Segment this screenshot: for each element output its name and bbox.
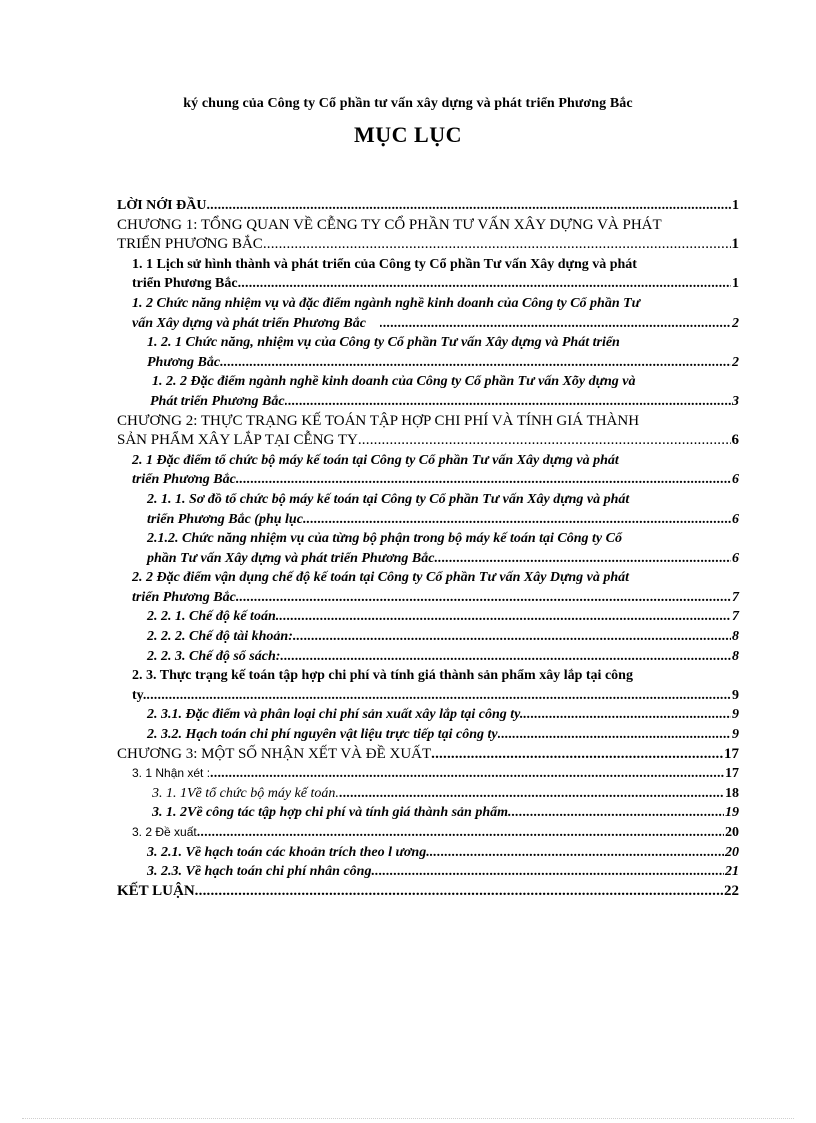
dot-leader — [210, 764, 724, 784]
toc-page-number: 9 — [732, 707, 739, 723]
spacer — [366, 314, 380, 334]
toc-page-number: 21 — [725, 864, 739, 880]
toc-entry-text: 2. 2. 2. Chế độ tài khoản: — [147, 629, 293, 645]
dot-leader — [220, 353, 731, 373]
table-of-contents — [117, 196, 739, 901]
toc-page-number: 6 — [732, 472, 739, 488]
toc-page-number: 1 — [732, 276, 739, 292]
dot-leader — [303, 510, 731, 530]
toc-entry-text: ty. — [132, 687, 147, 703]
toc-entry-2-3-1[interactable] — [117, 705, 739, 725]
toc-page-number: 20 — [725, 825, 739, 840]
toc-entry-ket-luan[interactable] — [117, 882, 739, 902]
toc-page-number: 7 — [732, 609, 739, 625]
toc-page-number: 19 — [725, 805, 739, 821]
toc-entry-1-1[interactable] — [117, 255, 739, 294]
dot-leader — [236, 470, 731, 490]
toc-entry-text: 3. 2 Đề xuất — [132, 825, 197, 839]
toc-entry-2-3[interactable] — [117, 666, 739, 705]
toc-entry-2-1[interactable] — [117, 451, 739, 490]
toc-entry-text: 3. 2.3. Về hạch toán chi phí nhân công — [147, 864, 372, 880]
toc-entry-3-1[interactable] — [117, 764, 739, 784]
toc-entry-3-2-1[interactable] — [117, 843, 739, 863]
page-header-text: ký chung của Công ty Cổ phần tư vấn xây dựng và phát triển Phương Bắc — [183, 96, 633, 111]
toc-entry-text: 2. 2. 3. Chế độ sổ sách: — [147, 648, 281, 664]
toc-page-number: 2 — [732, 354, 739, 370]
toc-entry-text: triển Phương Bắc — [132, 589, 236, 605]
toc-entry-text: vấn Xây dựng và phát triển Phương Bắc — [132, 315, 366, 331]
toc-entry-2-2-2[interactable] — [117, 627, 739, 647]
toc-page-number: 22 — [724, 882, 739, 899]
toc-page-number: 7 — [732, 589, 739, 605]
toc-entry-text: 2. 2. 1. Chế độ kế toán — [147, 609, 276, 625]
toc-entry-text: phần Tư vấn Xây dựng và phát triển Phương Bắc — [147, 550, 435, 566]
toc-entry-text: triển Phương Bắc (phụ lục — [147, 511, 303, 527]
dot-leader — [380, 314, 732, 334]
toc-page-number: 17 — [724, 745, 739, 762]
dot-leader — [431, 745, 723, 765]
toc-entry-text: 2. 3. Thực trạng kế toán tập hợp chi phí và tính giá thành sản phẩm xây lắp tại công — [132, 668, 633, 684]
dot-leader — [195, 882, 723, 902]
toc-entry-1-2-1[interactable] — [117, 333, 739, 372]
dot-leader — [238, 274, 731, 294]
page-bottom-divider — [22, 1118, 794, 1119]
toc-entry-chuong-2[interactable] — [117, 412, 739, 451]
dot-leader — [358, 431, 731, 451]
toc-entry-3-1-2[interactable] — [117, 803, 739, 823]
toc-entry-1-2[interactable] — [117, 294, 739, 333]
toc-entry-text: 2. 3.1. Đặc điểm và phân loại chi phí sản xuất xây lắp tại công ty. — [147, 707, 524, 723]
dot-leader — [430, 843, 724, 863]
dot-leader — [293, 627, 731, 647]
toc-entry-text: KẾT LUẬN — [117, 882, 195, 899]
toc-entry-3-2-3[interactable] — [117, 862, 739, 882]
dot-leader — [508, 803, 724, 823]
dot-leader — [236, 588, 731, 608]
toc-entry-text: Phương Bắc — [147, 354, 221, 370]
toc-entry-2-3-2[interactable] — [117, 725, 739, 745]
toc-entry-text: 2. 1. 1. Sơ đồ tổ chức bộ máy kế toán tại Công ty Cổ phần Tư vấn Xây dựng và phát — [147, 491, 630, 507]
dot-leader — [206, 196, 731, 216]
toc-entry-2-1-2[interactable] — [117, 529, 739, 568]
toc-page-number: 6 — [731, 432, 739, 449]
toc-entry-1-2-2[interactable] — [117, 372, 739, 411]
toc-entry-chuong-1[interactable] — [117, 216, 739, 255]
toc-entry-text: 1. 1 Lịch sử hình thành và phát triển của Công ty Cổ phần Tư vấn Xây dựng và phát — [132, 256, 637, 272]
toc-entry-2-2-3[interactable] — [117, 647, 739, 667]
dot-leader — [276, 607, 731, 627]
toc-page-number: 17 — [725, 766, 739, 782]
toc-entry-2-2-1[interactable] — [117, 607, 739, 627]
toc-entry-text: 1. 2. 1 Chức năng, nhiệm vụ của Công ty Cổ phần Tư vấn Xây dựng và Phát triển — [147, 335, 620, 351]
toc-entry-text: CHƯƠNG 1: TỔNG QUAN VỀ CỄNG TY CỔ PHẦN TƯ VẤN XÂY DỰNG VÀ PHÁT — [117, 216, 662, 233]
page-title: MỤC LỤC — [354, 122, 462, 147]
toc-entry-text: 3. 1. 2Về công tác tập hợp chi phí và tính giá thành sản phẩm — [152, 805, 509, 821]
toc-entry-text: triển Phương Bắc — [132, 472, 236, 488]
toc-entry-text: CHƯƠNG 3: MỘT SỐ NHẬN XẾT VÀ ĐỀ XUẤT — [117, 745, 432, 762]
dot-leader — [523, 705, 731, 725]
toc-page-number: 3 — [732, 393, 739, 409]
toc-entry-2-1-1[interactable] — [117, 490, 739, 529]
toc-page-number: 6 — [732, 511, 739, 527]
dot-leader — [339, 784, 724, 804]
toc-entry-text: CHƯƠNG 2: THỰC TRẠNG KẾ TOÁN TẬP HỢP CHI PHÍ VÀ TÍNH GIÁ THÀNH — [117, 412, 640, 429]
dot-leader — [197, 823, 724, 843]
toc-entry-text: 1. 2. 2 Đặc điểm ngành nghề kinh doanh của Công ty Cổ phần Tư vấn Xõy dựng và — [152, 374, 636, 390]
toc-entry-text: 2. 2 Đặc điểm vận dụng chế độ kế toán tại Công ty Cổ phần Tư vấn Xây Dựng và phát — [132, 570, 630, 586]
dot-leader — [280, 647, 731, 667]
toc-page-number: 1 — [731, 236, 739, 253]
toc-entry-text: 1. 2 Chức năng nhiệm vụ và đặc điểm ngành nghề kinh doanh của Công ty Cổ phần Tư — [132, 295, 641, 311]
toc-entry-text: LỜI NỚI ĐẦU — [117, 198, 207, 213]
toc-entry-chuong-3[interactable] — [117, 745, 739, 765]
toc-page-number: 6 — [732, 550, 739, 566]
toc-entry-text: 3. 2.1. Về hạch toán các khoản trích theo l ương. — [147, 844, 430, 860]
toc-page-number: 8 — [732, 629, 739, 645]
toc-entry-3-2[interactable] — [117, 823, 739, 843]
toc-entry-2-2[interactable] — [117, 568, 739, 607]
dot-leader — [498, 725, 731, 745]
toc-page-number: 1 — [732, 198, 739, 213]
toc-entry-text: triển Phương Bắc — [132, 276, 238, 292]
toc-page-number: 9 — [732, 687, 739, 703]
toc-page-number: 2 — [732, 315, 739, 331]
dot-leader — [371, 862, 724, 882]
toc-entry-loi-noi-dau[interactable] — [117, 196, 739, 216]
toc-page-number: 18 — [725, 785, 739, 801]
dot-leader — [263, 235, 731, 255]
toc-entry-text: 2.1.2. Chức năng nhiệm vụ của từng bộ phận trong bộ máy kế toán tại Công ty Cổ — [147, 531, 622, 547]
toc-entry-text: 3. 1. 1Về tổ chức bộ máy kế toán. — [152, 785, 339, 801]
dot-leader — [434, 549, 731, 569]
toc-page-number: 9 — [732, 727, 739, 743]
toc-entry-text: 2. 1 Đặc điểm tổ chức bộ máy kế toán tại Công ty Cổ phần Tư vấn Xây dựng và phát — [132, 452, 619, 468]
toc-entry-3-1-1[interactable] — [117, 784, 739, 804]
dot-leader — [146, 686, 731, 706]
toc-entry-text: TRIỂN PHƯƠNG BẮC — [117, 236, 263, 253]
toc-entry-text: SẢN PHẨM XÂY LẮP TẠI CỄNG TY — [117, 432, 358, 449]
toc-entry-text: 2. 3.2. Hạch toán chi phí nguyên vật liệu trực tiếp tại công ty — [147, 727, 498, 743]
toc-entry-text: Phát triển Phương Bắc — [150, 393, 285, 409]
dot-leader — [285, 392, 731, 412]
toc-page-number: 8 — [732, 648, 739, 664]
toc-page-number: 20 — [725, 844, 739, 860]
toc-entry-text: 3. 1 Nhận xét : — [132, 766, 211, 781]
